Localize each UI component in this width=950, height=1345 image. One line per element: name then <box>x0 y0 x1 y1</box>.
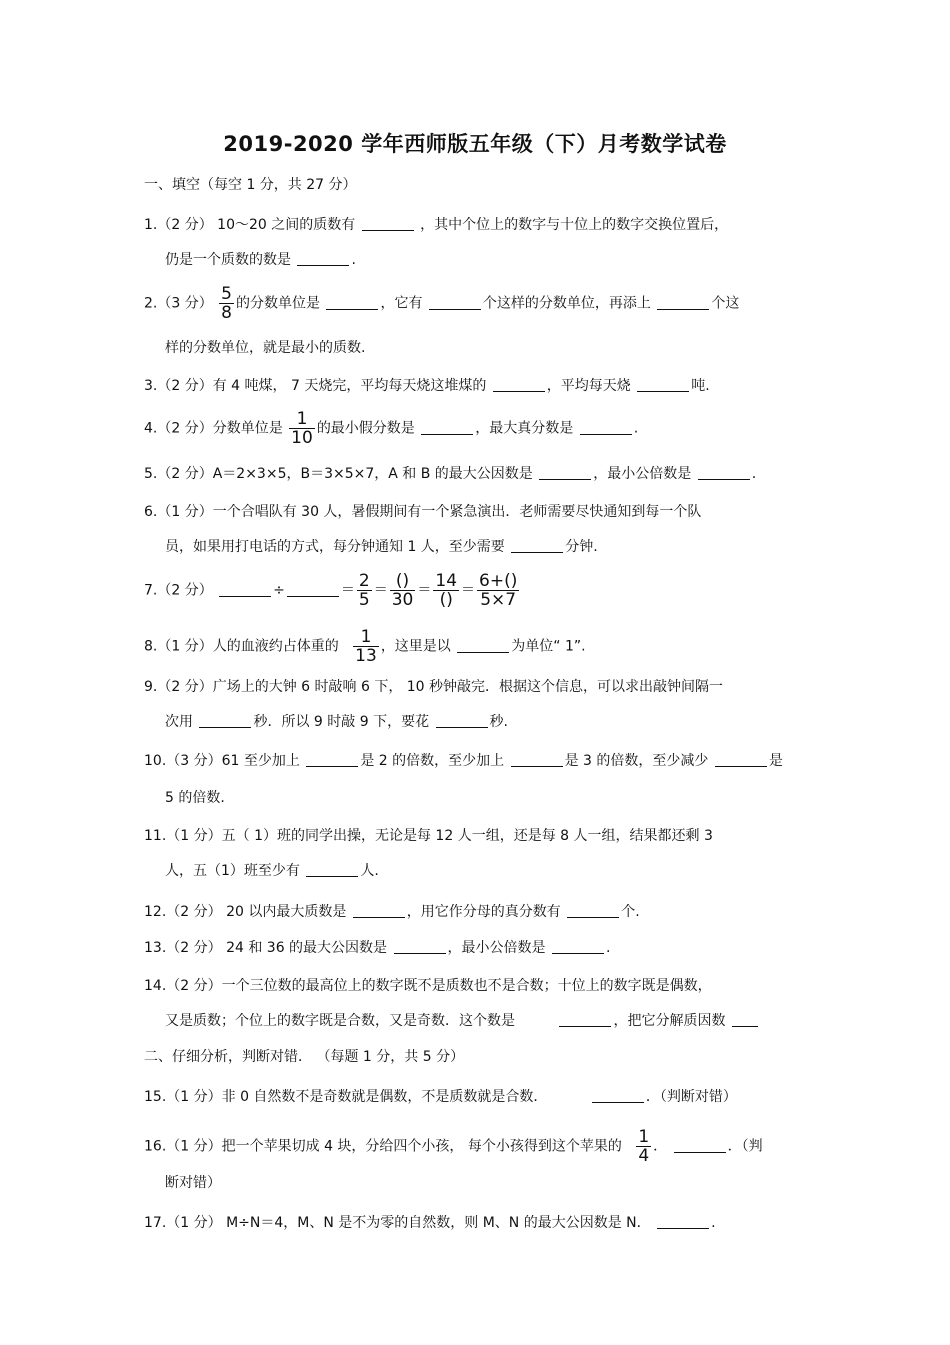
fraction-numerator: 5 <box>221 284 232 304</box>
fraction-numerator: 1 <box>360 627 372 647</box>
q9-text-d: 秒. <box>489 714 508 730</box>
q16-text-c: ．（判 <box>727 1138 763 1155</box>
fraction-numerator: 14 <box>435 571 458 591</box>
question-8 <box>144 628 586 665</box>
q11-text-c: 人. <box>360 863 379 879</box>
answer-blank[interactable] <box>421 420 473 435</box>
q15-text-b: ．（判断对错） <box>645 1089 737 1105</box>
answer-blank[interactable] <box>297 251 349 266</box>
q9-text-c: 秒．所以 9 时敲 9 下，要花 <box>253 714 430 730</box>
question-15 <box>144 1087 737 1107</box>
q17-text-a: 17.（1 分） M÷N＝4，M、N 是不为零的自然数，则 M、N 的最大公因数是 N． <box>144 1215 651 1231</box>
question-11-line-1: 11.（1 分）五（ 1）班的同学出操，无论是每 12 人一组，还是每 8 人一组，结果都还剩 3 <box>144 828 713 844</box>
question-11-line-2 <box>165 861 379 881</box>
fraction-numerator: 2 <box>358 571 370 591</box>
answer-blank[interactable] <box>457 638 509 653</box>
equals-sign: ＝ <box>461 582 476 599</box>
q10-text-b: 是 2 的倍数，至少加上 <box>360 753 505 769</box>
section2-heading: 二、仔细分析，判断对错． （每题 1 分，共 5 分） <box>144 1049 465 1065</box>
answer-blank[interactable] <box>698 465 750 480</box>
answer-blank[interactable] <box>715 752 767 767</box>
q2-text-a: 2.（3 分） <box>144 295 213 312</box>
question-10-line-1 <box>144 751 783 771</box>
q11-text-b: 人，五（1）班至少有 <box>165 863 300 879</box>
q8-text-c: 为单位“ 1”. <box>511 638 586 655</box>
q8-text-b: ，这里是以 <box>380 638 451 655</box>
q5-text-c: . <box>751 466 757 482</box>
divide-sign: ÷ <box>273 582 285 599</box>
fraction-numerator: 1 <box>638 1127 650 1147</box>
answer-blank[interactable] <box>436 713 488 728</box>
q12-text-b: ，用它作分母的真分数有 <box>406 904 561 920</box>
question-14-line-2 <box>165 1011 760 1031</box>
equals-sign: ＝ <box>373 582 388 599</box>
answer-blank[interactable] <box>511 538 563 553</box>
q12-text-c: 个. <box>621 904 640 920</box>
fraction-denominator: 4 <box>638 1146 650 1166</box>
q13-text-b: ，最小公倍数是 <box>447 940 546 956</box>
q15-text-a: 15.（1 分）非 0 自然数不是奇数就是偶数，不是质数就是合数． <box>144 1089 548 1105</box>
question-1-line-2 <box>165 250 356 270</box>
q12-text-a: 12.（2 分） 20 以内最大质数是 <box>144 904 347 920</box>
q13-text-a: 13.（2 分） 24 和 36 的最大公因数是 <box>144 940 388 956</box>
fraction-1-10 <box>289 410 315 447</box>
fraction-denominator: 30 <box>391 590 414 610</box>
equals-sign: ＝ <box>417 582 432 599</box>
answer-blank[interactable] <box>219 582 271 597</box>
q1-text-c: 仍是一个质数的数是 <box>165 252 291 268</box>
q9-text-b: 次用 <box>165 714 193 730</box>
q1-text-a: 1.（2 分） 10～20 之间的质数有 <box>144 217 356 233</box>
q3-text-b: ，平均每天烧 <box>546 378 631 394</box>
q14-text-c: ，把它分解质因数 <box>613 1013 726 1029</box>
answer-blank[interactable] <box>592 1088 644 1103</box>
q2-text-c: ，它有 <box>380 295 423 312</box>
q8-text-a: 8.（1 分）人的血液约占体重的 <box>144 638 339 655</box>
fraction-denominator: 8 <box>221 303 232 323</box>
answer-blank[interactable] <box>394 939 446 954</box>
fraction-1-4 <box>636 1128 651 1165</box>
answer-blank[interactable] <box>657 295 709 310</box>
q7-text-a: 7.（2 分） <box>144 582 213 599</box>
question-1-line-1 <box>144 215 728 235</box>
answer-blank[interactable] <box>732 1012 758 1027</box>
question-13 <box>144 938 610 958</box>
equals-sign: ＝ <box>340 582 355 599</box>
q16-text-b: ． <box>653 1138 668 1155</box>
answer-blank[interactable] <box>511 752 563 767</box>
fraction-numerator[interactable]: 6+() <box>479 571 518 591</box>
question-14-line-1: 14.（2 分）一个三位数的最高位上的数字既不是质数也不是合数；十位上的数字既是偶数， <box>144 978 712 994</box>
question-12 <box>144 902 640 922</box>
q2-text-b: 的分数单位是 <box>236 295 320 312</box>
fraction-2-5 <box>357 572 372 609</box>
q14-text-b: 又是质数；个位上的数字既是合数，又是奇数．这个数是 <box>165 1013 515 1029</box>
answer-blank[interactable] <box>429 295 481 310</box>
fraction-denominator: 10 <box>291 428 313 448</box>
answer-blank[interactable] <box>580 420 632 435</box>
question-16-line-1 <box>144 1128 763 1165</box>
q2-text-e: 个这 <box>711 295 740 312</box>
page-title: 2019-2020 学年西师版五年级（下）月考数学试卷 <box>223 132 727 156</box>
question-9-line-1: 9.（2 分）广场上的大钟 6 时敲响 6 下， 10 秒钟敲完．根据这个信息，可以求出敲钟间隔一 <box>144 679 724 695</box>
q17-text-b: . <box>711 1215 716 1231</box>
question-3 <box>144 376 710 396</box>
question-2-line-1 <box>144 285 739 322</box>
fraction-blank-30 <box>390 572 416 609</box>
answer-blank[interactable] <box>559 1012 611 1027</box>
q1-text-b: ，其中个位上的数字与十位上的数字交换位置后， <box>420 217 729 233</box>
answer-blank[interactable] <box>306 862 358 877</box>
q10-text-a: 10.（3 分）61 至少加上 <box>144 753 300 769</box>
fraction-numerator[interactable]: () <box>395 571 410 591</box>
fraction-6plus-over-5x7 <box>477 572 519 609</box>
question-10-line-2: 5 的倍数. <box>165 790 225 806</box>
fraction-5-8 <box>219 285 234 322</box>
question-7 <box>144 572 521 609</box>
question-2-line-2: 样的分数单位，就是最小的质数. <box>165 340 366 356</box>
answer-blank[interactable] <box>287 582 339 597</box>
q4-text-d: . <box>633 420 639 437</box>
q5-text-b: ，最小公倍数是 <box>593 466 692 482</box>
fraction-numerator: 1 <box>296 409 308 429</box>
q1-text-d: . <box>351 252 356 268</box>
q4-text-c: ，最大真分数是 <box>475 420 574 437</box>
q2-text-d: 个这样的分数单位，再添上 <box>482 295 651 312</box>
fraction-denominator: 5×7 <box>480 590 517 610</box>
q3-text-c: 吨. <box>691 378 710 394</box>
answer-blank[interactable] <box>326 295 378 310</box>
answer-blank[interactable] <box>552 939 604 954</box>
answer-blank[interactable] <box>539 465 591 480</box>
q4-text-a: 4.（2 分）分数单位是 <box>144 420 283 437</box>
q10-text-c: 是 3 的倍数，至少减少 <box>564 753 709 769</box>
question-5 <box>144 464 756 484</box>
section1-heading: 一、填空（每空 1 分，共 27 分） <box>144 177 357 193</box>
answer-blank[interactable] <box>657 1214 709 1229</box>
answer-blank[interactable] <box>199 713 251 728</box>
q4-text-b: 的最小假分数是 <box>316 420 415 437</box>
q16-text-a: 16.（1 分）把一个苹果切成 4 块，分给四个小孩， 每个小孩得到这个苹果的 <box>144 1138 622 1155</box>
answer-blank[interactable] <box>306 752 358 767</box>
q5-text-a: 5.（2 分）A＝2×3×5，B＝3×5×7，A 和 B 的最大公因数是 <box>144 466 533 482</box>
answer-blank[interactable] <box>493 377 545 392</box>
question-9-line-2 <box>165 712 508 732</box>
answer-blank[interactable] <box>637 377 689 392</box>
answer-blank[interactable] <box>567 903 619 918</box>
question-6-line-2 <box>165 537 598 557</box>
fraction-denominator: 5 <box>358 590 370 610</box>
q3-text-a: 3.（2 分）有 4 吨煤， 7 天烧完，平均每天烧这堆煤的 <box>144 378 487 394</box>
fraction-denominator[interactable]: () <box>439 590 453 610</box>
answer-blank[interactable] <box>353 903 405 918</box>
fraction-1-13 <box>353 628 379 665</box>
question-4 <box>144 410 638 447</box>
question-16-line-2: 断对错） <box>165 1175 221 1191</box>
fraction-denominator: 13 <box>355 646 377 666</box>
answer-blank[interactable] <box>362 216 414 231</box>
answer-blank[interactable] <box>674 1138 726 1153</box>
q6-text-b: 员，如果用打电话的方式，每分钟通知 1 人，至少需要 <box>165 539 505 555</box>
q10-text-d: 是 <box>768 753 783 769</box>
question-17 <box>144 1213 716 1233</box>
fraction-14-blank <box>433 572 459 609</box>
question-6-line-1: 6.（1 分）一个合唱队有 30 人，暑假期间有一个紧急演出．老师需要尽快通知到每一个队 <box>144 504 702 520</box>
q13-text-c: . <box>605 940 611 956</box>
q6-text-c: 分钟. <box>565 539 598 555</box>
